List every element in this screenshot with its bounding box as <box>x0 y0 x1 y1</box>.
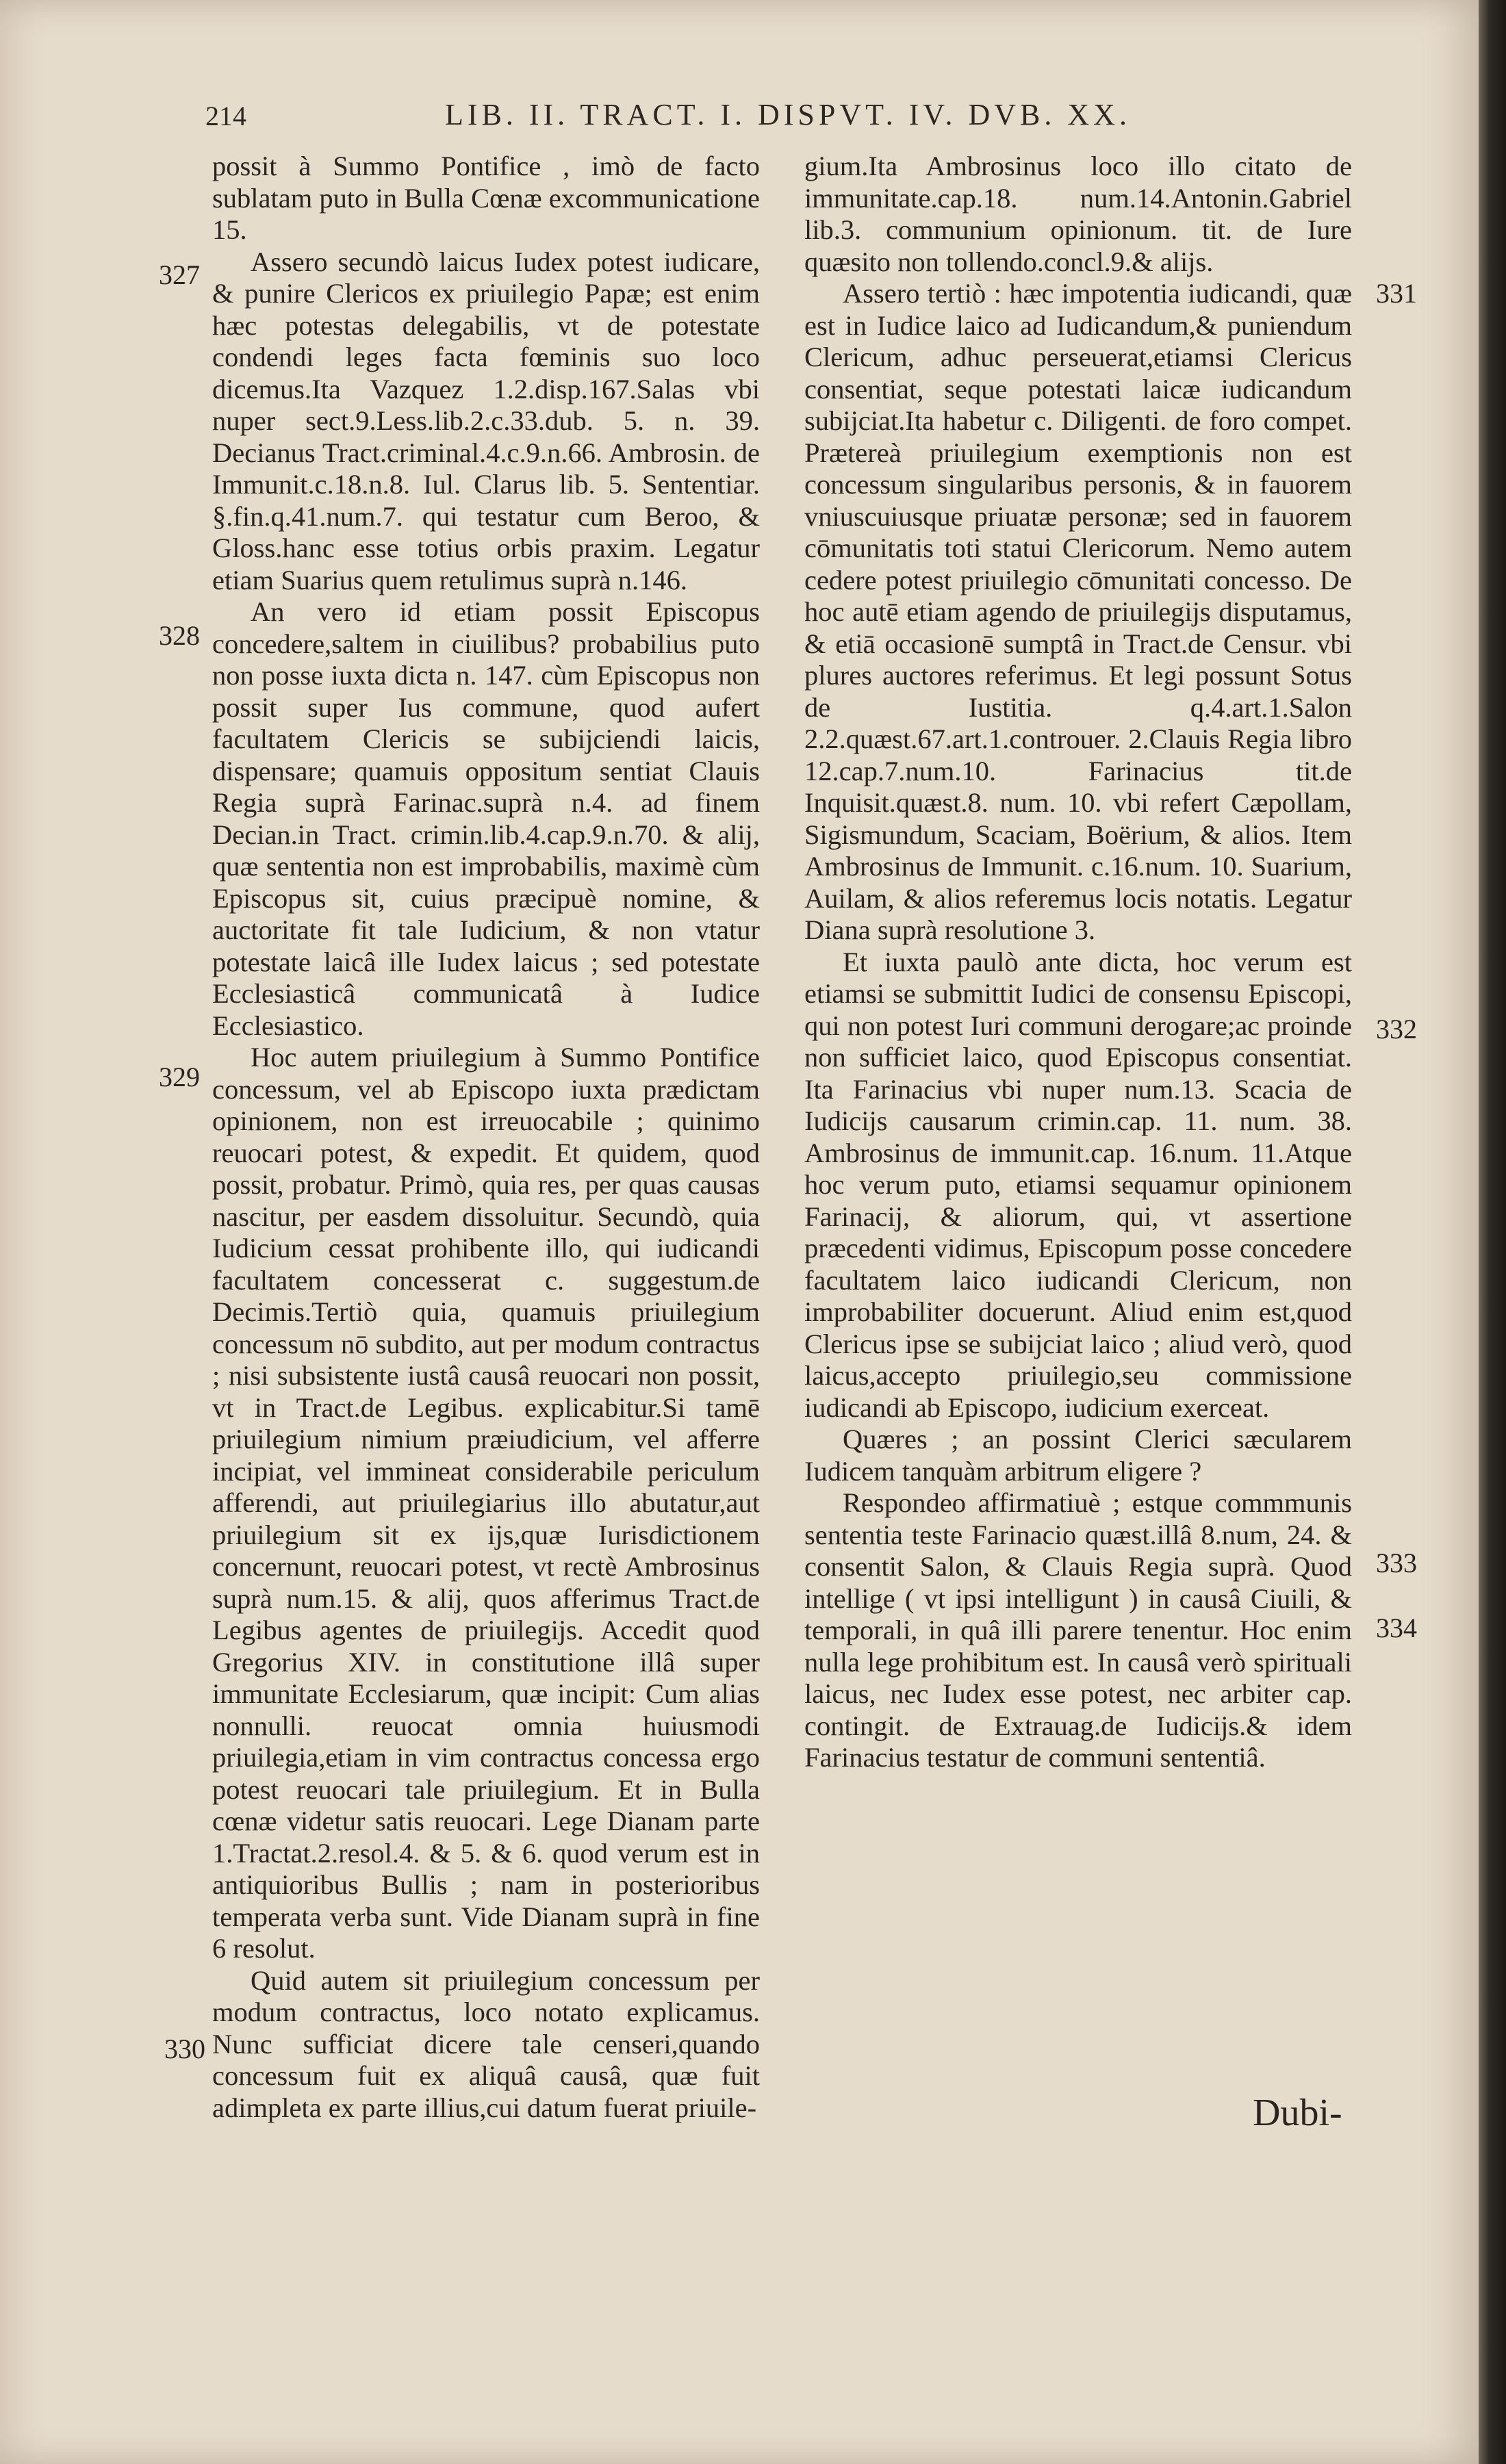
margin-number-331: 331 <box>1376 278 1417 309</box>
margin-number-330: 330 <box>164 2033 205 2064</box>
right-text-column <box>804 151 1352 1774</box>
page-number: 214 <box>205 101 246 131</box>
paragraph-329: Hoc autem priuilegium à Summo Pontifice concessum, vel ab Episcopo iuxta prædictam opinionem, non est irreuocabile ; quinimo reuocari potest, & expedit. Et quidem, quod possit, probatur. Primò, quia res, per quas causas nascitur, per easdem dissoluitur. Secundò, quia Iudicium cessat prohibente illo, qui iudicandi facultatem concesserat c. suggestum.de Decimis.Tertiò quia, quamuis priuilegium concessum nō subdito, aut per modum contractus ; nisi subsistente iustâ causâ reuocari non possit, vt in Tract.de Legibus. explicabitur.Si tamē priuilegium nimium præiudicium, vel afferre incipiat, vel immineat considerabile periculum afferendi, aut priuilegiarius illo abutatur,aut priuilegium sit ex ijs,quæ Iurisdictionem concernunt, reuocari potest, vt rectè Ambrosinus suprà num.15. & alij, quos afferimus Tract.de Legibus agentes de priuilegijs. Accedit quod Gregorius XIV. in constitutione illâ super immunitate Ecclesiarum, quæ incipit: Cum alias nonnulli. reuocat omnia huiusmodi priuilegia,etiam in vim contractus concessa ergo potest reuocari tale priuilegium. Et in Bulla cœnæ videtur satis reuocari. Lege Dianam parte 1.Tractat.2.resol.4. & 5. & 6. quod verum est in antiquioribus Bullis ; nam in posterioribus temperata verba sunt. Vide Dianam suprà in fine 6 resolut. <box>212 1042 760 1964</box>
margin-number-327: 327 <box>159 259 200 290</box>
paragraph-332: Et iuxta paulò ante dicta, hoc verum est etiamsi se submittit Iudici de consensu Episcopi, qui non potest Iuri communi derogare;ac proinde non sufficiet laico, quod Episcopus consentiat. Ita Farinacius vbi nuper num.13. Scacia de Iudicijs causarum crimin.cap. 11. num. 38. Ambrosinus de immunit.cap. 16.num. 11.Atque hoc verum puto, etiamsi sequamur opinionem Farinacij, & aliorum, qui, vt assertione præcedenti vidimus, Episcopum posse concedere facultatem laico iudicandi Clericum, non improbabiliter docuerunt. Aliud enim est,quod Clericus ipse se subijciat laico ; aliud verò, quod laicus,accepto priuilegio,seu commissione iudicandi ab Episcopo, iudicium exerceat. <box>804 946 1352 1423</box>
margin-number-334: 334 <box>1376 1613 1417 1643</box>
catchword: Dubi- <box>1253 2092 1342 2134</box>
running-head-title: LIB. II. TRACT. I. DISPVT. IV. DVB. XX. <box>445 98 1131 131</box>
margin-number-328: 328 <box>159 620 200 651</box>
book-spine-edge <box>1479 0 1506 2464</box>
paragraph-327: Assero secundò laicus Iudex potest iudicare, & punire Clericos ex priuilegio Papæ; est enim hæc potestas delegabilis, vt de potestate condendi leges facta fœminis suo loco dicemus.Ita Vazquez 1.2.disp.167.Salas vbi nuper sect.9.Less.lib.2.c.33.dub. 5. n. 39. Decianus Tract.criminal.4.c.9.n.66. Ambrosin. de Immunit.c.18.n.8. Iul. Clarus lib. 5. Sententiar. §.fin.q.41.num.7. qui testatur cum Beroo, & Gloss.hanc esse totius orbis praxim. Legatur etiam Suarius quem retulimus suprà n.146. <box>212 246 760 595</box>
paragraph-continuation-right: gium.Ita Ambrosinus loco illo citato de immunitate.cap.18. num.14.Antonin.Gabriel lib.3. communium opinionum. tit. de Iure quæsito non tollendo.concl.9.& alijs. <box>804 151 1352 277</box>
paragraph-328: An vero id etiam possit Episcopus concedere,saltem in ciuilibus? probabilius puto non posse iuxta dicta n. 147. cùm Episcopus non possit super Ius commune, quod aufert facultatem Clericis se subijciendi laicis, dispensare; quamuis oppositum sentiat Clauis Regia suprà Farinac.suprà n.4. ad finem Decian.in Tract. crimin.lib.4.cap.9.n.70. & alij, quæ sententia non est improbabilis, maximè cùm Episcopus sit, cuius præcipuè nomine, & auctoritate fit tale Iudicium, & non vtatur potestate laicâ ille Iudex laicus ; sed potestate Ecclesiasticâ communicatâ à Iudice Ecclesiastico. <box>212 596 760 1041</box>
paragraph-334: Respondeo affirmatiuè ; estque commmunis sententia teste Farinacio quæst.illâ 8.num, 24. & consentit Salon, & Clauis Regia suprà. Quod intellige ( vt ipsi intelligunt ) in causâ Ciuili, & temporali, in quâ illi parere tenentur. Hoc enim nulla lege prohibitum est. In causâ verò spirituali laicus, nec Iudex esse potest, nec arbiter cap. contingit. de Extrauag.de Iudicijs.& idem Farinacius testatur de communi sententiâ. <box>804 1487 1352 1773</box>
paragraph-333: Quæres ; an possint Clerici sæcularem Iudicem tanquàm arbitrum eligere ? <box>804 1424 1352 1487</box>
paragraph-331: Assero tertiò : hæc impotentia iudicandi, quæ est in Iudice laico ad Iudicandum,& puniendum Clericum, adhuc perseuerat,etiamsi Clericus consentiat, seque potestati laicæ iudicandum subijciat.Ita habetur c. Diligenti. de foro compet. Prætereà priuilegium exemptionis non est concessum singularibus personis, & in fauorem vniuscuiusque priuatæ personæ; sed in fauorem cōmunitatis toti statui Clericorum. Nemo autem cedere potest priuilegio cōmunitati concesso. De hoc autē etiam agendo de priuilegijs disputamus, & etiā occasionē sumptâ in Tract.de Censur. vbi plures auctores referimus. Et legi possunt Sotus de Iustitia. q.4.art.1.Salon 2.2.quæst.67.art.1.controuer. 2.Clauis Regia libro 12.cap.7.num.10. Farinacius tit.de Inquisit.quæst.8. num. 10. vbi refert Cæpollam, Sigismundum, Scaciam, Boërium, & alios. Item Ambrosinus de Immunit. c.16.num. 10. Suarium, Auilam, & alios referemus locis notatis. Legatur Diana suprà resolutione 3. <box>804 278 1352 945</box>
paragraph-330: Quid autem sit priuilegium concessum per modum contractus, loco notato explicamus. Nunc sufficiat dicere tale censeri,quando concessum fuit ex aliquâ causâ, quæ fuit adimpleta ex parte illius,cui datum fuerat priuile- <box>212 1964 760 2123</box>
margin-number-332: 332 <box>1376 1014 1417 1044</box>
running-head <box>205 96 1273 137</box>
paragraph-continuation: possit à Summo Pontifice , imò de facto sublatam puto in Bulla Cœnæ excommunicatione 15. <box>212 151 760 245</box>
margin-number-329: 329 <box>159 1062 200 1092</box>
margin-number-333: 333 <box>1376 1548 1417 1578</box>
left-text-column <box>212 151 760 2124</box>
